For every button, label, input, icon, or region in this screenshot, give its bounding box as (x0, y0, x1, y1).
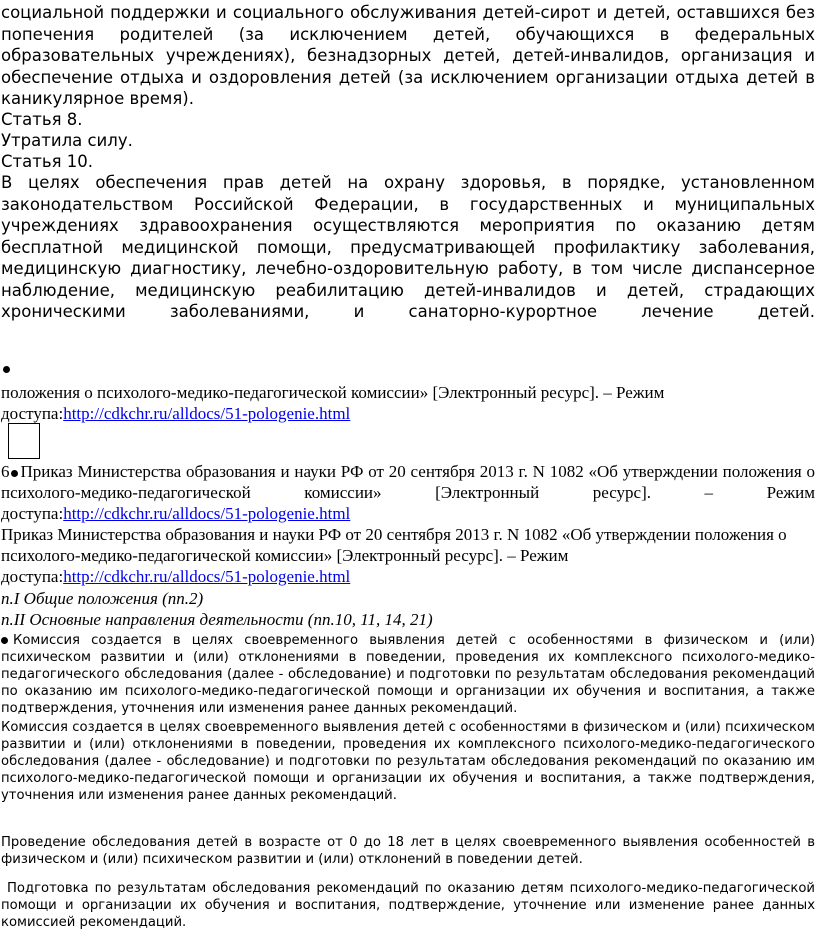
examination-paragraph: Проведение обследования детей в возрасте от 0 до 18 лет в целях своевременного выявления особенностей в физическом и (или) психическом развитии и (или) отклонений в поведении детей. (1, 835, 815, 867)
article-8-heading: Статья 8. (1, 110, 83, 129)
commission-paragraph-1: Комиссия создается в целях своевременного выявления детей с особенностями в физическом и (или) психическом развитии и (или) отклонениями в поведении, проведения их комплексного психолого-медико-педагогического обследования (далее - обследование) и подготовки по результатам обследования рекомендаций по оказанию им психолого-медико-педагогической помощи и организации их обучения и воспитания, а также подтверждения, уточнения или изменения ранее данных рекомендаций. (1, 633, 815, 716)
bullet-icon (3, 366, 10, 373)
section-2-heading: п.II Основные направления деятельности (пп.10, 11, 14, 21) (1, 610, 433, 629)
intro-paragraph: социальной поддержки и социального обслуживания детей-сирот и детей, оставшихся без попечения родителей (за исключением детей, обучающихся в федеральных образовательных учреждениях), безнадзорных детей, детей-инвалидов, организация и обеспечение отдыха и оздоровления детей (за исключением организации отдыха детей в каникулярное время). (1, 3, 815, 108)
reference-2-link[interactable]: http://cdkchr.ru/alldocs/51-pologenie.html (63, 504, 351, 523)
section-1-heading: п.I Общие положения (пп.2) (1, 589, 204, 608)
reference-2-number: 6 (1, 462, 10, 481)
article-8-text: Утратила силу. (1, 131, 133, 150)
bullet-icon (11, 470, 18, 477)
reference-2: 6 Приказ Министерства образования и науки РФ от 20 сентября 2013 г. N 1082 «Об утверждении положения о психолого-медико-педагогической комиссии» [Электронный ресурс]. – Режим доступа:http://cdkchr.ru/alldocs/51-pologenie.html (1, 462, 815, 523)
preparation-paragraph: Подготовка по результатам обследования рекомендаций по оказанию детям психолого-медико-педагогической помощи и организации их обучения и воспитания, подтверждение, уточнение или изменение ранее данных комиссией рекомендаций. (1, 881, 815, 930)
checkbox[interactable] (8, 423, 40, 459)
article-10-text: В целях обеспечения прав детей на охрану здоровья, в порядке, установленном законодательством Российской Федерации, в государственных и муниципальных учреждениях здравоохранения осуществляются мероприятия по оказанию детям бесплатной медицинской помощи, предусматривающей профилактику заболевания, медицинскую диагностику, лечебно-оздоровительную работу, в том числе диспансерное наблюдение, медицинскую реабилитацию детей-инвалидов и детей, страдающих хроническими заболеваниями, и санаторно-курортное лечение детей. (1, 173, 815, 321)
reference-1-link[interactable]: http://cdkchr.ru/alldocs/51-pologenie.html (63, 404, 351, 423)
reference-3: Приказ Министерства образования и науки РФ от 20 сентября 2013 г. N 1082 «Об утверждении положения о психолого-медико-педагогической комиссии» [Электронный ресурс]. – Режим доступа:http://cdkchr.ru/alldocs/51-pologenie.html (1, 525, 787, 586)
article-10-heading: Статья 10. (1, 152, 93, 171)
bullet-icon (1, 637, 8, 644)
reference-3-link[interactable]: http://cdkchr.ru/alldocs/51-pologenie.html (63, 567, 351, 586)
reference-1: положения о психолого-медико-педагогической комиссии» [Электронный ресурс]. – Режим доступа:http://cdkchr.ru/alldocs/51-pologenie.html (1, 383, 665, 423)
commission-paragraph-2: Комиссия создается в целях своевременного выявления детей с особенностями в физическом и (или) психическом развитии и (или) отклонениями в поведении, проведения их комплексного психолого-медико-педагогического обследования (далее - обследование) и подготовки по результатам обследования рекомендаций по оказанию им психолого-медико-педагогической помощи и организации их обучения и воспитания, а также подтверждения, уточнения или изменения ранее данных рекомендаций. (1, 720, 815, 803)
